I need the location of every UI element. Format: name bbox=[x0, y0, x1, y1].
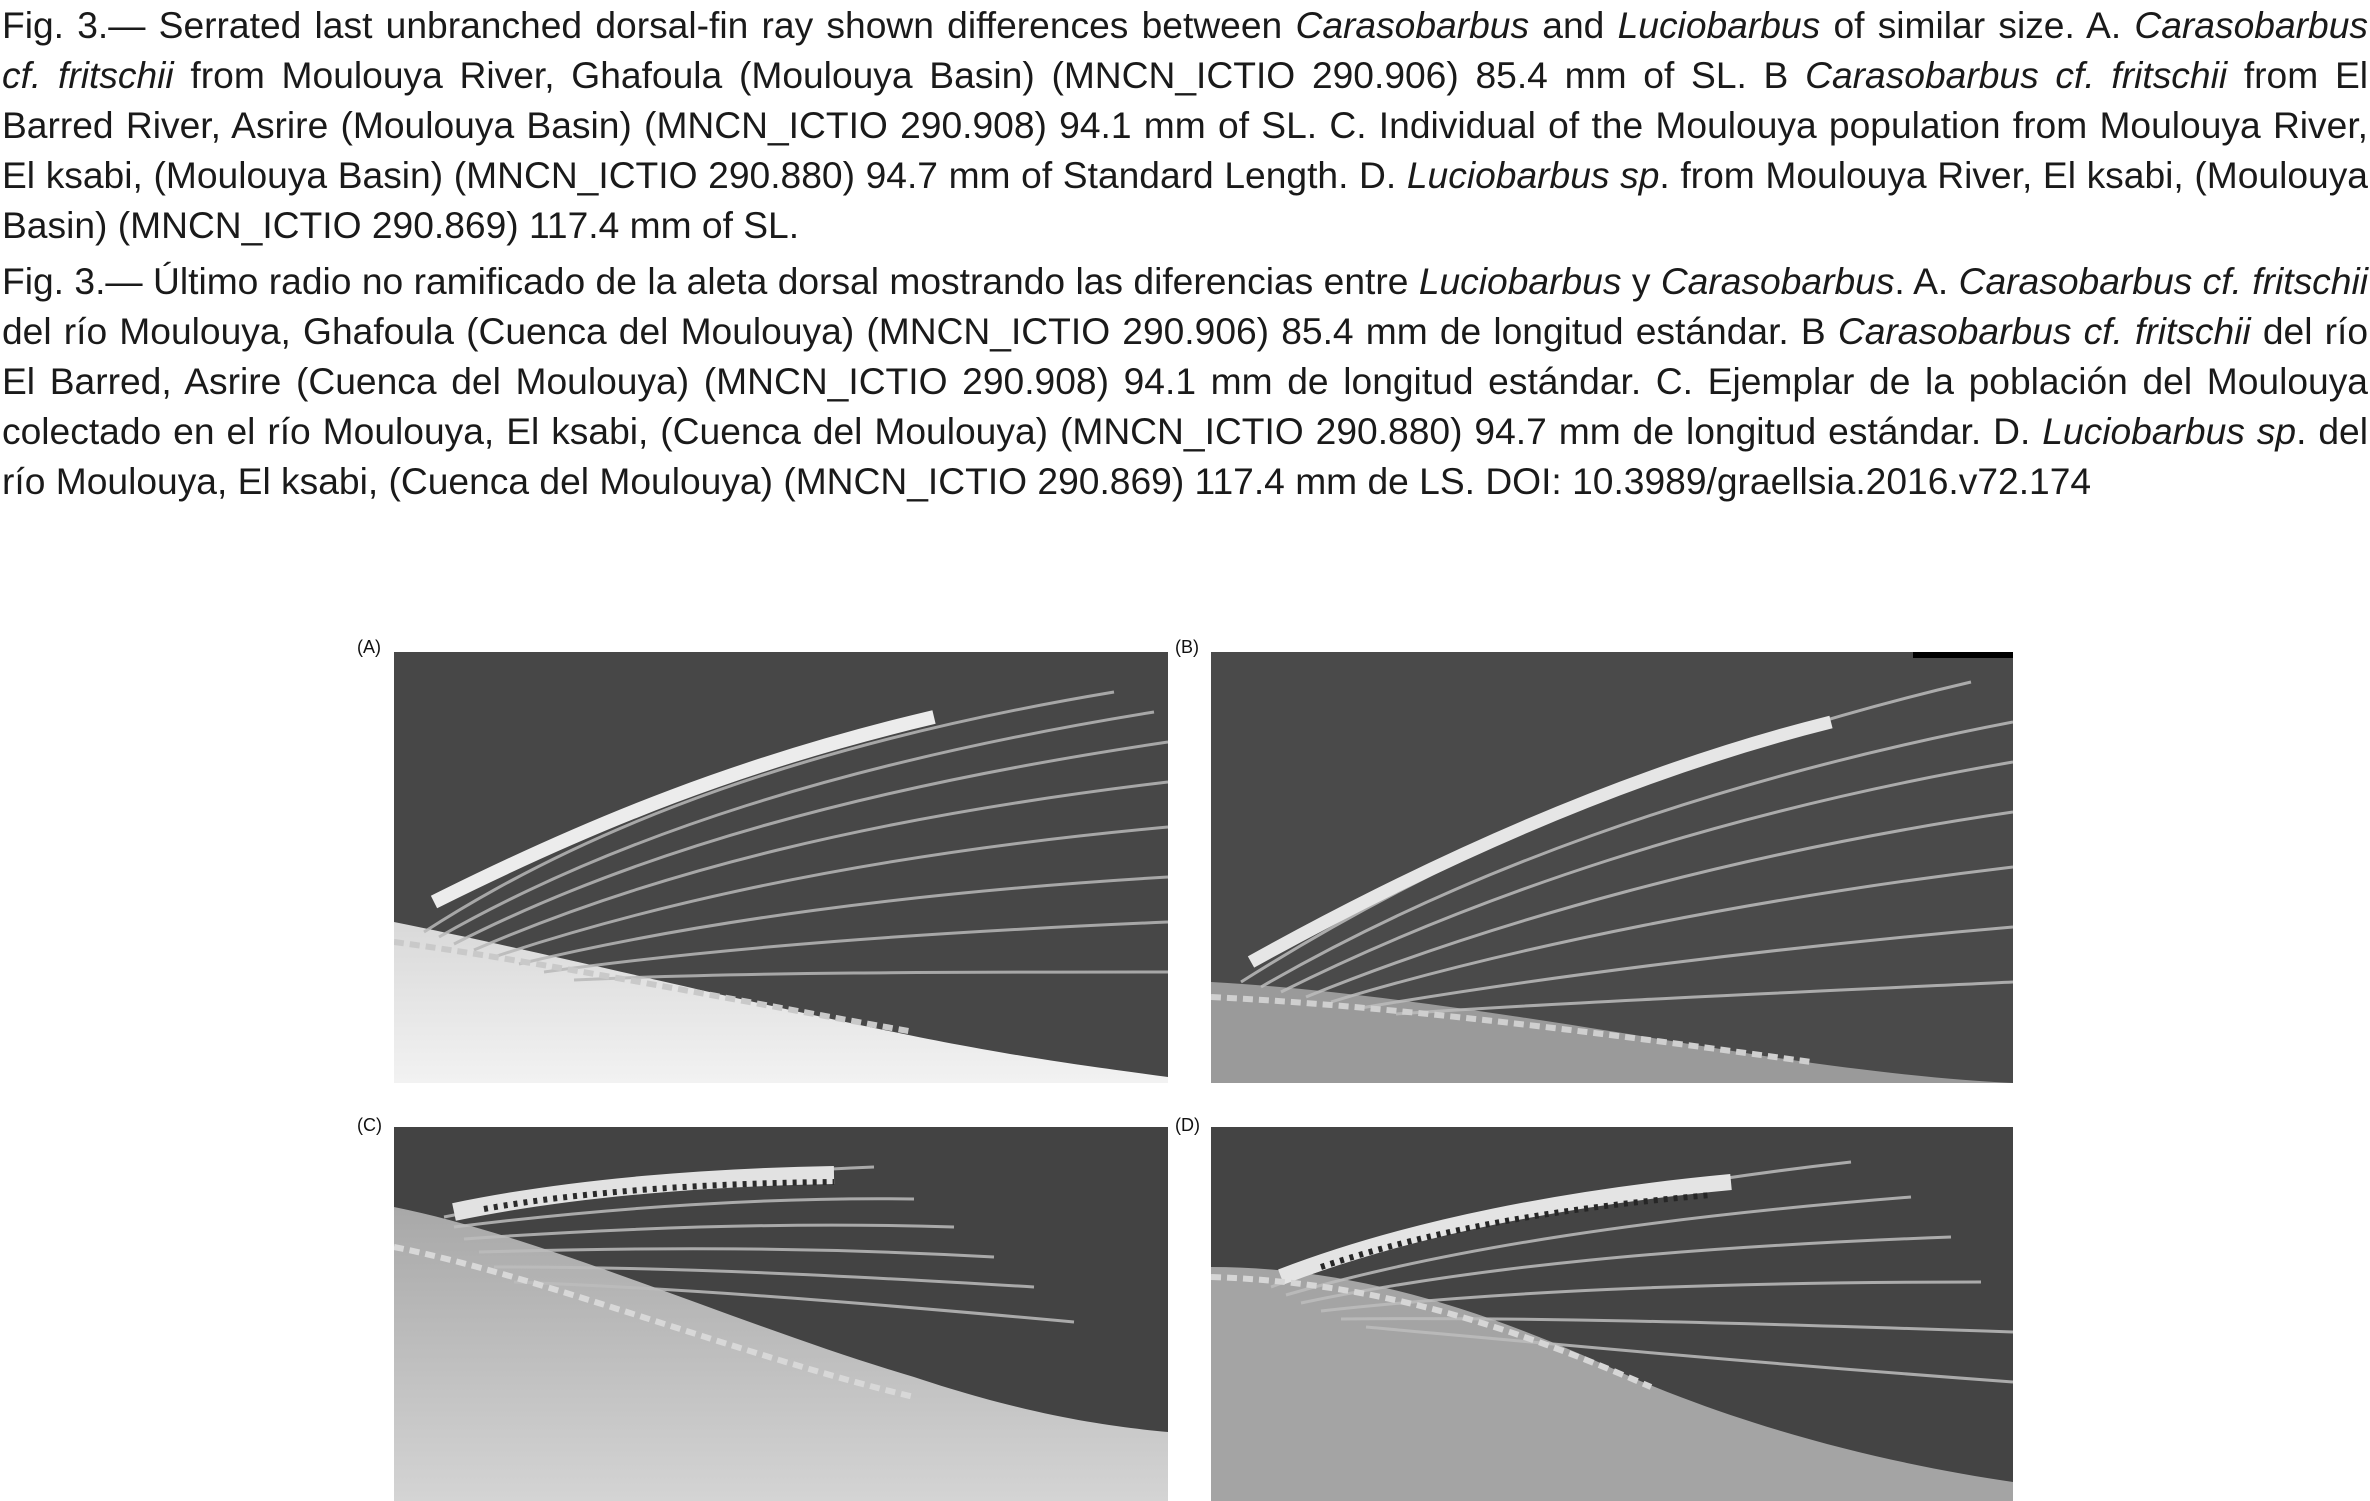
caption-segment: Luciobarbus bbox=[1617, 4, 1821, 46]
caption-spanish bbox=[2, 256, 2368, 506]
panel-label-d: (D) bbox=[1175, 1115, 1200, 1135]
caption-segment: del río Moulouya, Ghafoula (Cuenca del Moulouya) (MNCN_ICTIO 290.906) 85.4 mm de longitud estándar. B bbox=[2, 310, 1838, 352]
xray-panel-b bbox=[1211, 652, 2013, 1083]
xray-panel-a bbox=[394, 652, 1168, 1083]
caption-segment: Carasobarbus bbox=[1295, 4, 1530, 46]
caption-segment: . A. bbox=[1894, 260, 1959, 302]
caption-segment: and bbox=[1529, 4, 1618, 46]
caption-segment: Fig. 3.— Serrated last unbranched dorsal-fin ray shown differences between bbox=[2, 4, 1296, 46]
caption-segment: from El Barred River, Asrire (Moulouya Basin) (MNCN_ICTIO 290.908) 94.1 mm of SL. C. Individual of the Moulouya population from Moulouya River, El ksabi, (Moulouya Basin) (MNCN_ICTIO 290.880) 94.7 mm of Standard Length. D. bbox=[2, 54, 2369, 196]
xray-panel-d bbox=[1211, 1127, 2013, 1501]
caption-segment: Luciobarbus bbox=[1418, 260, 1622, 302]
caption-segment: Carasobarbus cf. fritschii bbox=[2, 4, 2368, 96]
caption-segment: y bbox=[1621, 260, 1661, 302]
caption-segment: del río El Barred, Asrire (Cuenca del Moulouya) (MNCN_ICTIO 290.908) 94.1 mm de longitud estándar. C. Ejemplar de la población del Moulouya colectado en el río Moulouya, El ksabi, (Cuenca del Moulouya) (MNCN_ICTIO 290.880) 94.7 mm de longitud estándar. D. bbox=[2, 310, 2368, 452]
caption-segment: Carasobarbus bbox=[1660, 260, 1895, 302]
caption-segment: . del río Moulouya, El ksabi, (Cuenca del Moulouya) (MNCN_ICTIO 290.869) 117.4 mm de LS. DOI: 10.3989/graellsia.2016.v72.174 bbox=[2, 410, 2368, 502]
caption-segment: of similar size. A. bbox=[1820, 4, 2135, 46]
panel-label-c: (C) bbox=[357, 1115, 382, 1135]
panel-label-b: (B) bbox=[1175, 637, 1199, 657]
caption-segment: . from Moulouya River, El ksabi, (Moulouya Basin) (MNCN_ICTIO 290.869) 117.4 mm of SL. bbox=[2, 154, 2368, 246]
xray-panel-c bbox=[394, 1127, 1168, 1501]
caption-segment: Luciobarbus sp bbox=[1406, 154, 1660, 196]
caption-segment: Fig. 3.— Último radio no ramificado de la aleta dorsal mostrando las diferencias entre bbox=[2, 260, 1419, 302]
caption-english bbox=[2, 0, 2368, 250]
caption-segment: Carasobarbus cf. fritschii bbox=[1958, 260, 2368, 302]
panel-label-a: (A) bbox=[357, 637, 381, 657]
caption-segment: Carasobarbus cf. fritschii bbox=[1837, 310, 2251, 352]
caption-segment: from Moulouya River, Ghafoula (Moulouya Basin) (MNCN_ICTIO 290.906) 85.4 mm of SL. B bbox=[173, 54, 1806, 96]
caption-segment: Carasobarbus cf. fritschii bbox=[1805, 54, 2228, 96]
caption-segment: Luciobarbus sp bbox=[2042, 410, 2297, 452]
